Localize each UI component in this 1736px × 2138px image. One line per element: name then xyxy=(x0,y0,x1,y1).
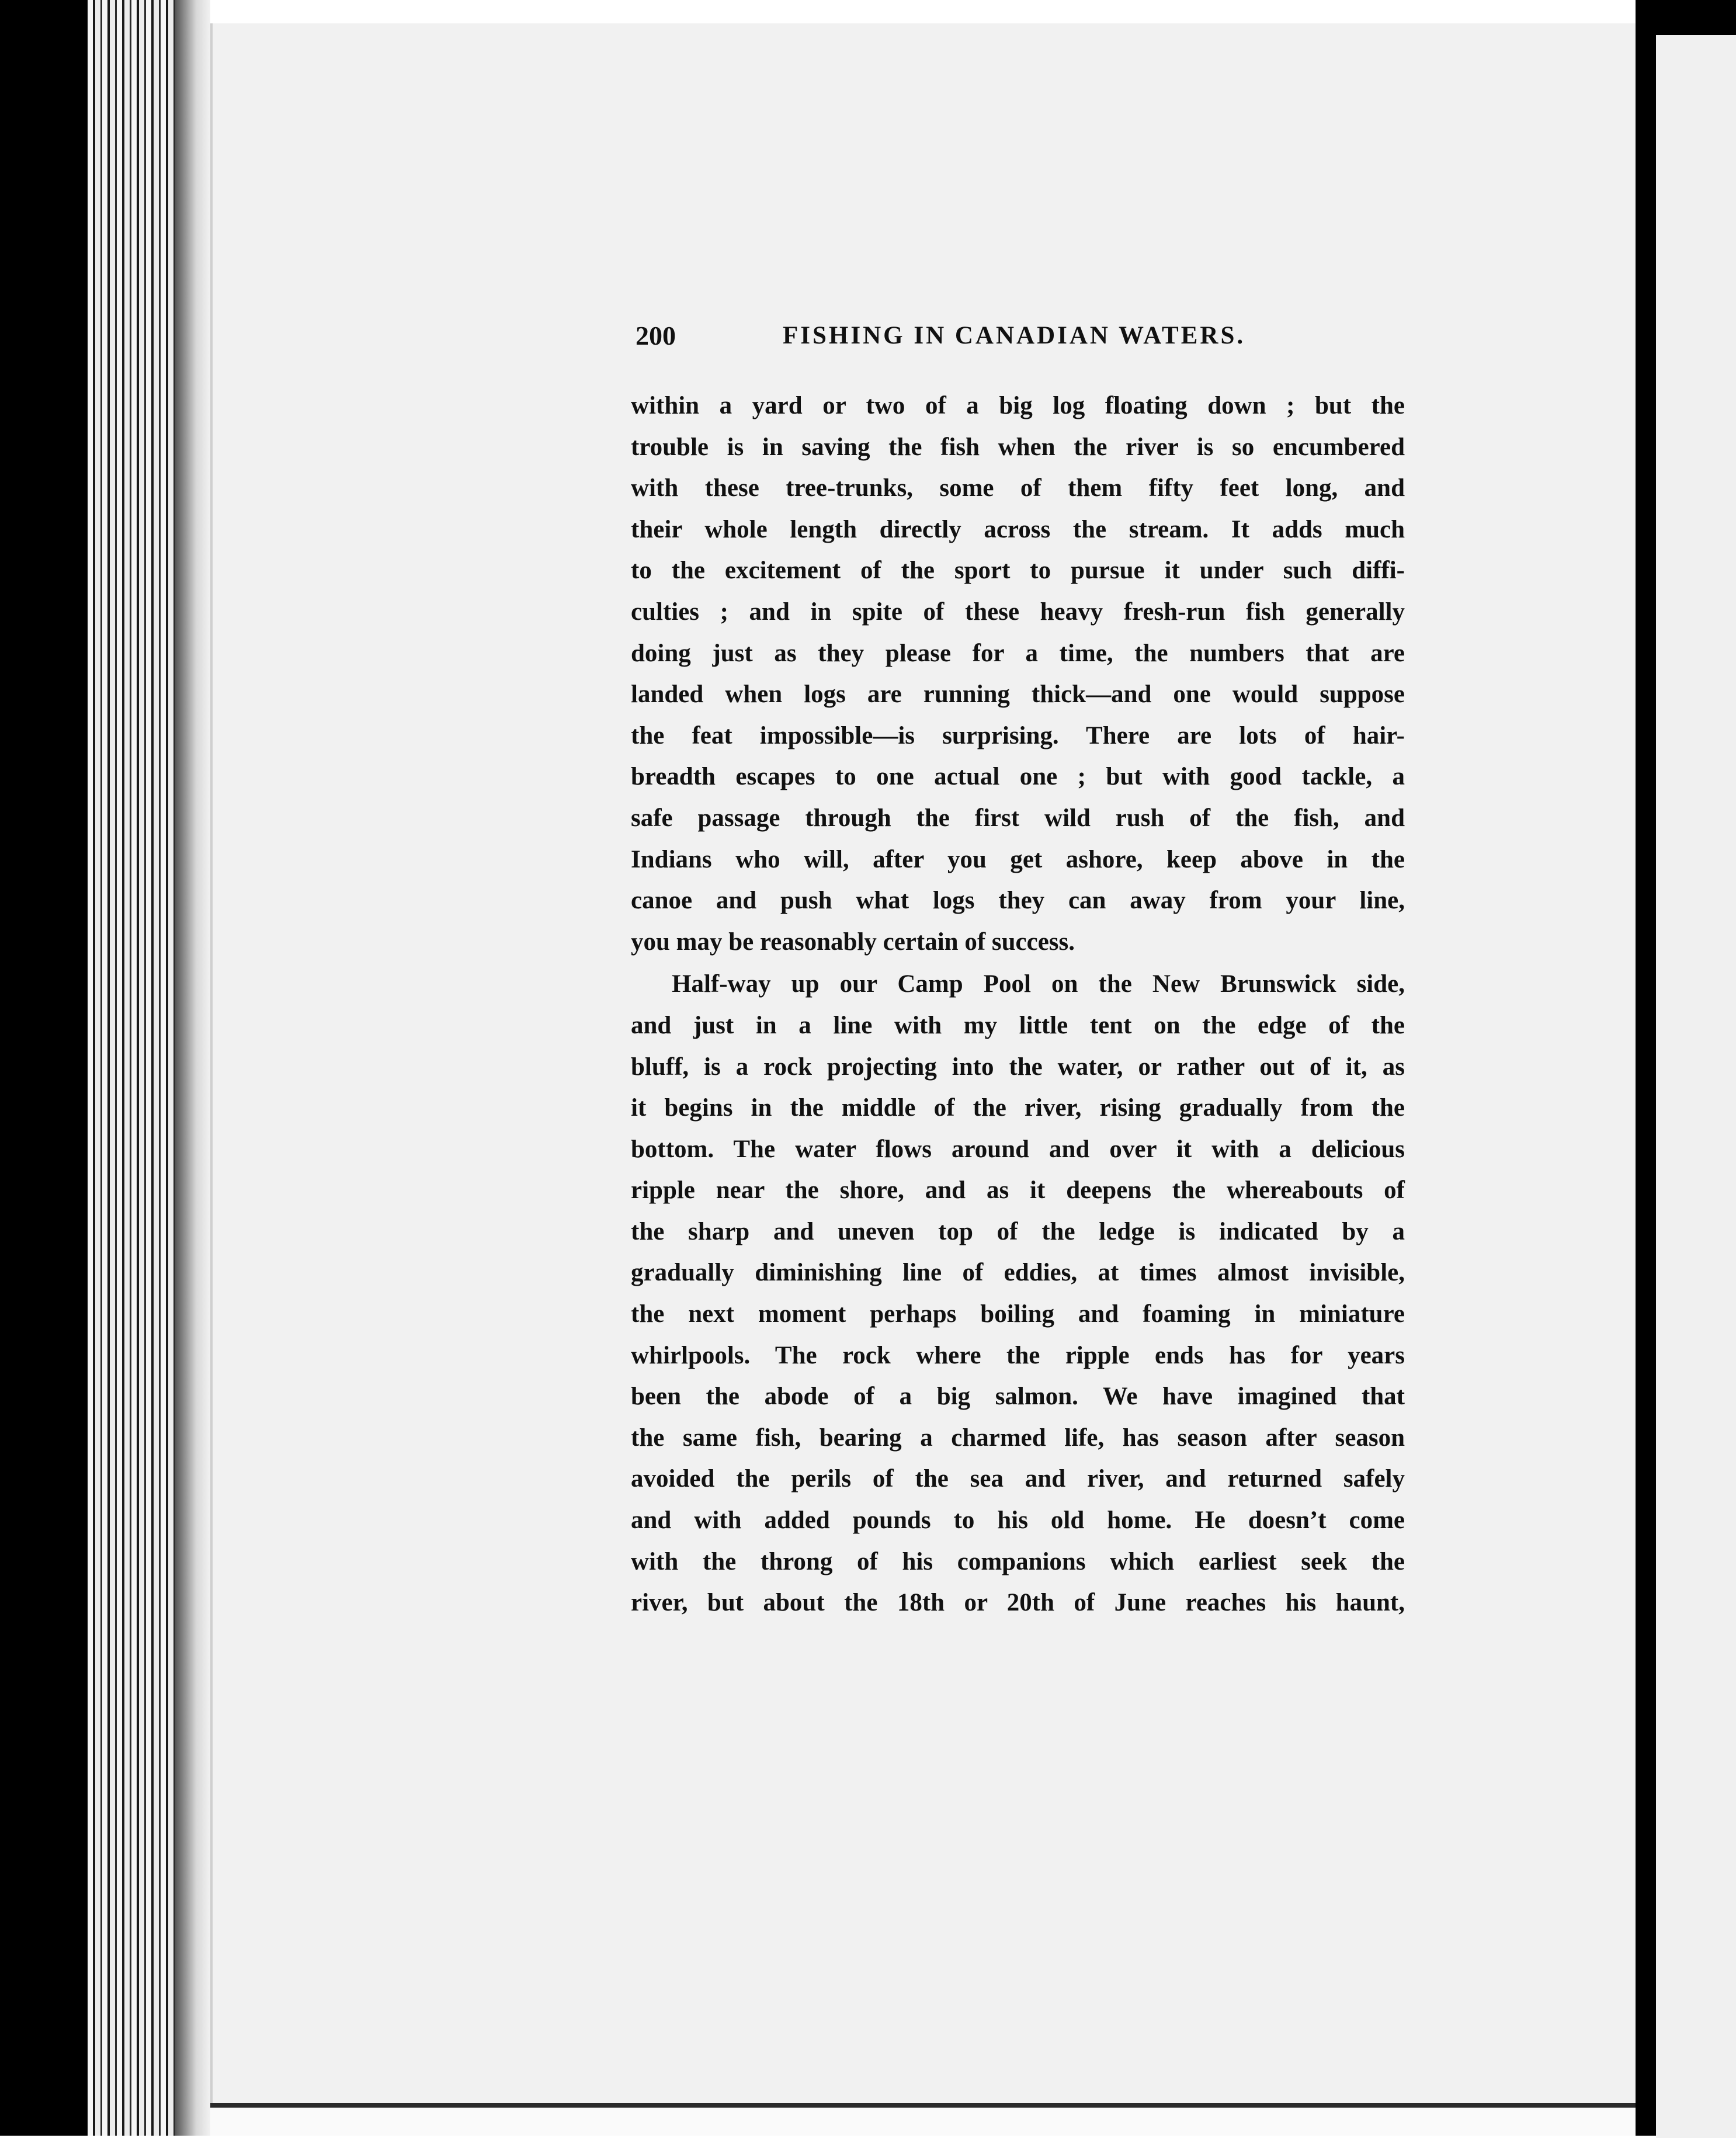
text-line: with the throng of his companions which earliest seek the xyxy=(631,1547,1405,1575)
body-text xyxy=(631,386,1405,1624)
left-scan-border xyxy=(0,0,88,2136)
text-line: bluff, is a rock projecting into the water, or rather out of it, as xyxy=(631,1053,1405,1081)
text-line: avoided the perils of the sea and river, and returned safely xyxy=(631,1465,1405,1493)
bottom-margin xyxy=(210,2108,1636,2136)
text-line: landed when logs are running thick—and one would suppose xyxy=(631,681,1405,709)
paragraph-2 xyxy=(631,964,1405,1624)
text-line: the sharp and uneven top of the ledge is indicated by a xyxy=(631,1217,1405,1245)
text-line: culties ; and in spite of these heavy fresh-run fish generally xyxy=(631,598,1405,626)
running-header xyxy=(636,320,1256,361)
page-number: 200 xyxy=(636,321,676,350)
bottom-page-edge xyxy=(210,2103,1636,2108)
text-line: whirlpools. The rock where the ripple ends has for years xyxy=(631,1341,1405,1369)
paragraph-1 xyxy=(631,386,1405,963)
text-line: bottom. The water flows around and over it with a delicious xyxy=(631,1135,1405,1163)
text-line: the feat impossible—is surprising. There are lots of hair- xyxy=(631,721,1405,749)
text-line: you may be reasonably certain of success. xyxy=(631,928,1075,956)
running-title: FISHING IN CANADIAN WATERS. xyxy=(783,322,1246,349)
text-line: Half-way up our Camp Pool on the New Brunswick side, xyxy=(672,970,1405,998)
text-line: ripple near the shore, and as it deepens the whereabouts of xyxy=(631,1176,1405,1205)
text-line: gradually diminishing line of eddies, at times almost invisible, xyxy=(631,1259,1405,1287)
text-line: to the excitement of the sport to pursue it under such diffi- xyxy=(631,557,1405,585)
text-line: the next moment perhaps boiling and foaming in miniature xyxy=(631,1300,1405,1328)
text-line: Indians who will, after you get ashore, keep above in the xyxy=(631,845,1405,873)
text-line: river, but about the 18th or 20th of June reaches his haunt, xyxy=(631,1589,1405,1617)
text-line: their whole length directly across the stream. It adds much xyxy=(631,515,1405,543)
text-line: trouble is in saving the fish when the river is so encumbered xyxy=(631,433,1405,461)
text-line: and just in a line with my little tent on the edge of the xyxy=(631,1011,1405,1039)
text-line: the same fish, bearing a charmed life, has season after season xyxy=(631,1424,1405,1452)
text-line: canoe and push what logs they can away from your line, xyxy=(631,887,1405,915)
top-margin xyxy=(210,0,1636,23)
text-line: and with added pounds to his old home. He doesn’t come xyxy=(631,1507,1405,1535)
text-line: with these tree-trunks, some of them fifty feet long, and xyxy=(631,474,1405,502)
text-line: been the abode of a big salmon. We have imagined that xyxy=(631,1383,1405,1411)
text-line: within a yard or two of a big log floating down ; but the xyxy=(631,392,1405,419)
text-line: it begins in the middle of the river, rising gradually from the xyxy=(631,1094,1405,1122)
text-line: doing just as they please for a time, the numbers that are xyxy=(631,639,1405,667)
text-line: breadth escapes to one actual one ; but with good tackle, a xyxy=(631,763,1405,791)
text-line: safe passage through the first wild rush of the fish, and xyxy=(631,804,1405,832)
next-page-edge xyxy=(1656,35,1736,2138)
page-gutter-shadow xyxy=(175,0,210,2136)
